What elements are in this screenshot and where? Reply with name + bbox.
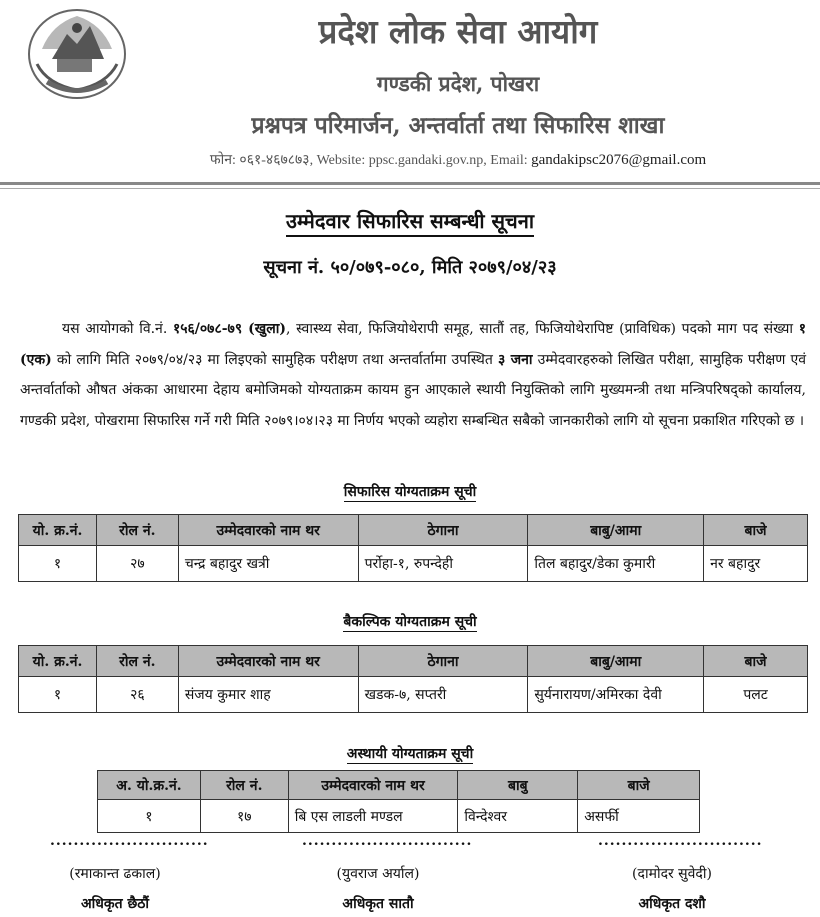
cell-grandfather: असर्फी <box>578 800 700 833</box>
col-serial: यो. क्र.नं. <box>19 646 97 677</box>
cell-serial: १ <box>98 800 201 833</box>
table-row <box>98 800 700 833</box>
alternative-table <box>18 645 808 713</box>
cell-parents: तिल बहादुर/डेका कुमारी <box>528 546 704 582</box>
cell-name: चन्द्र बहादुर खत्री <box>178 546 358 582</box>
cell-name: संजय कुमार शाह <box>178 677 358 713</box>
col-address: ठेगाना <box>358 515 528 546</box>
cell-address: पर्रोहा-१, रुपन्देही <box>358 546 528 582</box>
header-divider <box>0 182 820 185</box>
recommended-table <box>18 514 808 582</box>
signatory-name: (युवराज अर्याल) <box>336 866 420 882</box>
table-header-row <box>98 771 700 800</box>
cell-father: विन्देश्वर <box>458 800 578 833</box>
col-serial: यो. क्र.नं. <box>19 515 97 546</box>
table-row <box>19 677 808 713</box>
notice-body: यस आयोगको वि.नं. १५६/०७८-७९ (खुला), स्वास्थ्य सेवा, फिजियोथेरापी समूह, सातौं तह, फिजियोथेरापिष्ट (प्राविधिक) पदको माग पद संख्या १ (एक) को लागि मिति २०७९/०४/२३ मा लिइएको सामुहिक परीक्षण तथा अन्तर्वार्तामा उपस्थित ३ जना उम्मेदवारहरुको लिखित परीक्षा, सामुहिक परीक्षण एवं अन्तर्वार्ताको औषत अंकका आधारमा देहाय बमोजिमको योग्यताक्रम कायम हुन आएकाले स्थायी नियुक्तिको लागि मुख्यमन्त्री तथा मन्त्रिपरिषद्को कार्यालय, गण्डकी प्रदेश, पोखरामा सिफारिस गर्ने गरी मिति २०७९।०४।२३ मा निर्णय भएको व्यहोरा सम्बन्धित सबैको जानकारीको लागि यो सूचना प्रकाशित गरिएको छ । <box>20 321 806 429</box>
recommended-caption: सिफारिस योग्यताक्रम सूची <box>343 484 477 500</box>
temporary-table <box>97 770 700 833</box>
col-father: बाबु <box>458 771 578 800</box>
table-row <box>19 546 808 582</box>
table-header-row <box>19 646 808 677</box>
contact-line <box>48 150 820 169</box>
col-grandfather: बाजे <box>704 515 808 546</box>
cell-roll: २६ <box>96 677 178 713</box>
signature-line-1: ........................... <box>50 833 209 849</box>
header-divider-thin <box>0 188 820 189</box>
cell-serial: १ <box>19 546 97 582</box>
signatory-name: (दामोदर सुवेदी) <box>632 866 712 882</box>
col-grandfather: बाजे <box>578 771 700 800</box>
col-name: उम्मेदवारको नाम थर <box>178 646 358 677</box>
cell-address: खडक-७, सप्तरी <box>358 677 528 713</box>
branch-name: प्रश्नपत्र परिमार्जन, अन्तर्वार्ता तथा सिफारिस शाखा <box>251 112 665 139</box>
signature-line-2: ............................. <box>302 833 473 849</box>
contact-prefix: फोन: ०६१-४६७८७३, Website: ppsc.gandaki.gov.np, Email: <box>209 153 532 168</box>
col-parents: बाबु/आमा <box>528 646 704 677</box>
col-roll: रोल नं. <box>200 771 288 800</box>
commission-title: प्रदेश लोक सेवा आयोग <box>318 12 598 51</box>
col-parents: बाबु/आमा <box>528 515 704 546</box>
signatory-post: अधिकृत सातौ <box>342 896 414 912</box>
col-serial: अ. यो.क्र.नं. <box>98 771 201 800</box>
col-name: उम्मेदवारको नाम थर <box>288 771 458 800</box>
cell-roll: १७ <box>200 800 288 833</box>
email-address: gandakipsc2076@gmail.com <box>531 152 707 168</box>
cell-grandfather: पलट <box>704 677 808 713</box>
notice-title: उम्मेदवार सिफारिस सम्बन्धी सूचना <box>0 207 820 234</box>
cell-roll: २७ <box>96 546 178 582</box>
signatory-post: अधिकृत दशौ <box>638 896 706 912</box>
office-location: गण्डकी प्रदेश, पोखरा <box>376 71 540 96</box>
col-roll: रोल नं. <box>96 646 178 677</box>
signatory-post: अधिकृत छैठौं <box>80 896 150 912</box>
signature-line-3: ............................ <box>598 833 763 849</box>
col-name: उम्मेदवारको नाम थर <box>178 515 358 546</box>
col-address: ठेगाना <box>358 646 528 677</box>
cell-name: बि एस लाडली मण्डल <box>288 800 458 833</box>
cell-parents: सुर्यनारायण/अमिरका देवी <box>528 677 704 713</box>
alternative-caption: बैकल्पिक योग्यताक्रम सूची <box>343 614 477 630</box>
notice-number: सूचना नं. ५०/०७९-०८०, मिति २०७९/०४/२३ <box>263 257 557 278</box>
col-roll: रोल नं. <box>96 515 178 546</box>
cell-serial: १ <box>19 677 97 713</box>
col-grandfather: बाजे <box>704 646 808 677</box>
cell-grandfather: नर बहादुर <box>704 546 808 582</box>
temporary-caption: अस्थायी योग्यताक्रम सूची <box>346 746 474 762</box>
table-header-row <box>19 515 808 546</box>
signatory-name: (रमाकान्त ढकाल) <box>69 866 161 882</box>
